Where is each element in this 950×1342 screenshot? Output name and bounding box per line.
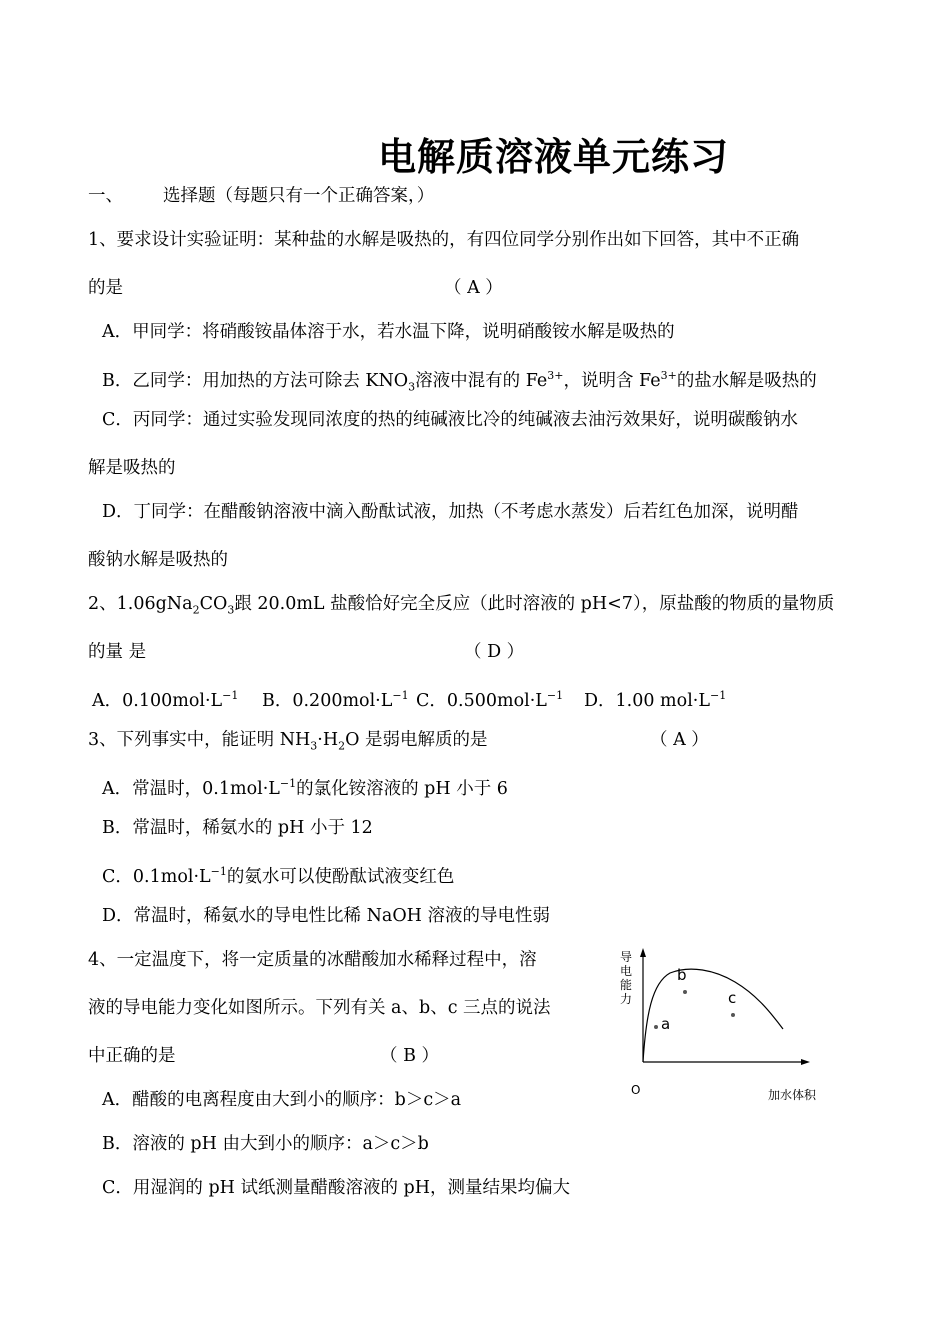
page-title: 电解质溶液单元练习 — [378, 134, 730, 179]
q2-option-a: A．$0.100mol\cdot L^{-1}$ — [92, 689, 239, 711]
q3-stem: 3、下列事实中，能证明 $NH_3\cdot H_2O$ 是弱电解质的是 — [88, 730, 488, 753]
point-b-marker — [683, 990, 687, 994]
q1-option-d-line2: 酸钠水解是吸热的 — [88, 550, 228, 570]
x-axis-arrow-icon — [801, 1059, 810, 1065]
q4-stem-line2: 液的导电能力变化如图所示。下列有关 a、b、c 三点的说法 — [88, 998, 551, 1018]
q3-option-b: B．常温时，稀氨水的 pH 小于 12 — [102, 818, 373, 838]
q1-option-c-line2: 解是吸热的 — [88, 458, 176, 478]
q1-stem-line2: 的是 — [88, 278, 123, 298]
q1-option-c-line1: C．丙同学：通过实验发现同浓度的热的纯碱液比冷的纯碱液去油污效果好，说明碳酸钠水 — [102, 410, 798, 430]
q4-option-b: B．溶液的 pH 由大到小的顺序：a＞c＞b — [102, 1134, 429, 1154]
q1-option-a: A．甲同学：将硝酸铵晶体溶于水，若水温下降，说明硝酸铵水解是吸热的 — [102, 322, 675, 342]
q3-option-c: C．$0.1mol\cdot L^{-1}$的氨水可以使酚酞试液变红色 — [102, 865, 455, 887]
q3-option-d: D．常温时，稀氨水的导电性比稀 NaOH 溶液的导电性弱 — [102, 906, 551, 926]
conductivity-figure — [610, 945, 840, 1110]
q2-option-b: B．$0.200mol\cdot L^{-1}$ — [262, 689, 409, 711]
q2-answer: （ D ） — [464, 642, 525, 662]
x-axis-label: 加水体积 — [768, 1088, 817, 1102]
point-a-marker — [654, 1025, 658, 1029]
q1-answer: （ A ） — [444, 278, 503, 298]
y-axis-arrow-icon — [640, 948, 646, 957]
q3-answer: （ A ） — [650, 730, 709, 750]
svg-text:电: 电 — [620, 964, 633, 978]
point-c-marker — [731, 1013, 735, 1017]
q2-option-d: D．1.00 $mol\cdot L^{-1}$ — [584, 689, 727, 711]
q4-stem-line3: 中正确的是 — [88, 1046, 176, 1066]
svg-text:能: 能 — [620, 978, 633, 992]
svg-text:力: 力 — [620, 992, 633, 1006]
section-heading — [88, 184, 434, 208]
section-number: 一、 — [88, 186, 123, 206]
q2-option-c: C．$0.500mol\cdot L^{-1}$ — [416, 689, 564, 711]
origin-label: O — [631, 1083, 641, 1097]
q4-option-c: C．用湿润的 pH 试纸测量醋酸溶液的 pH，测量结果均偏大 — [102, 1178, 571, 1198]
q3-option-a: A．常温时，$0.1mol\cdot L^{-1}$的氯化铵溶液的 pH 小于 6 — [102, 777, 508, 799]
q1-option-d-line1: D．丁同学：在醋酸钠溶液中滴入酚酞试液，加热（不考虑水蒸发）后若红色加深，说明醋 — [102, 502, 799, 522]
svg-text:导: 导 — [620, 950, 633, 964]
section-label: 选择题（每题只有一个正确答案，） — [163, 186, 435, 206]
q4-answer: （ B ） — [380, 1046, 439, 1066]
q1-option-b: B．乙同学：用加热的方法可除去 $KNO_3$溶液中混有的 $Fe^{3+}$，说明含 $Fe^{3+}$的盐水解是吸热的 — [102, 369, 817, 394]
q4-option-a: A．醋酸的电离程度由大到小的顺序：b＞c＞a — [102, 1090, 462, 1110]
point-b-label: b — [677, 966, 687, 984]
q2-stem-line1: 2、$1.06gNa_2CO_3$跟 20.0mL 盐酸恰好完全反应（此时溶液的 pH<7），原盐酸的物质的量物质 — [88, 594, 835, 617]
point-c-label: c — [728, 989, 737, 1007]
point-a-label: a — [661, 1015, 671, 1033]
q4-stem-line1: 4、一定温度下，将一定质量的冰醋酸加水稀释过程中，溶 — [88, 950, 537, 970]
q2-stem-line2: 的量 是 — [88, 642, 147, 662]
y-axis-label — [620, 950, 632, 1006]
q1-stem-line1: 1、要求设计实验证明：某种盐的水解是吸热的，有四位同学分别作出如下回答，其中不正确 — [88, 230, 800, 250]
